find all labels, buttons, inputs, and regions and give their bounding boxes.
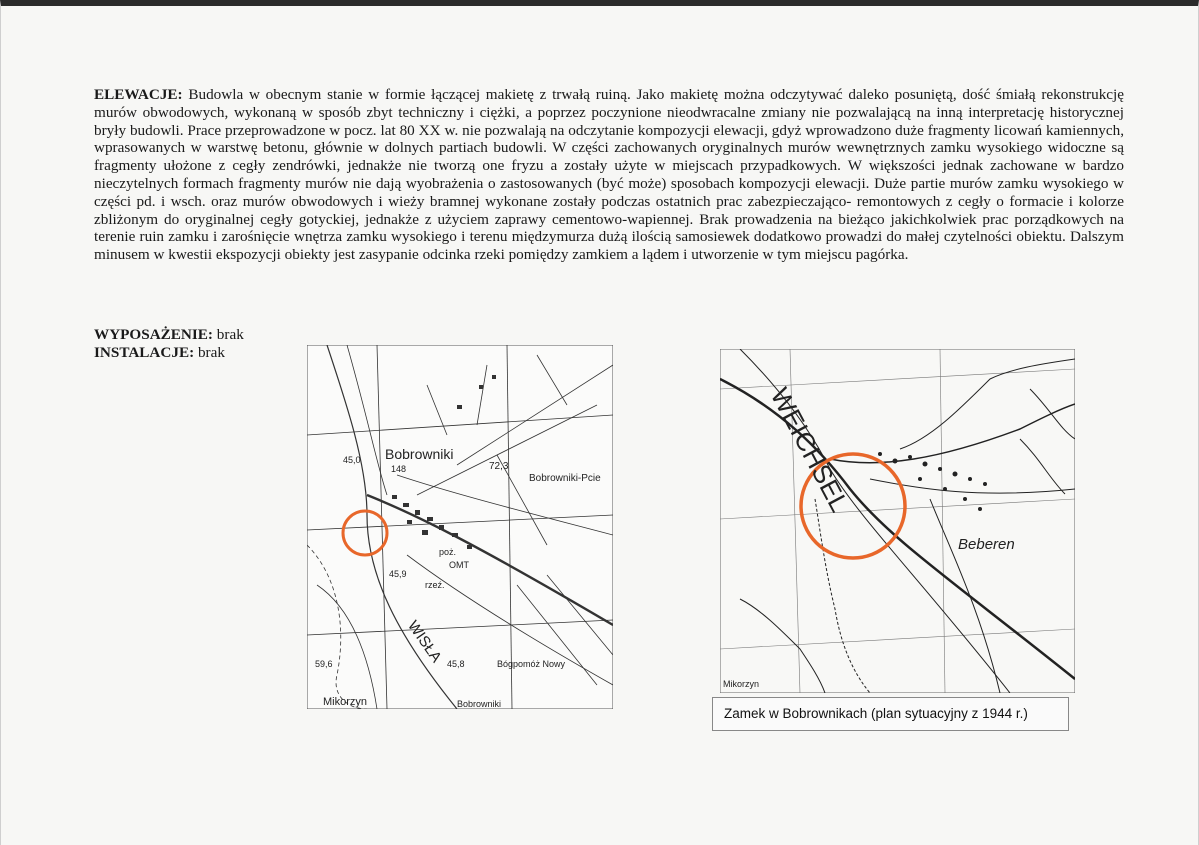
topographic-map-left [307,345,613,709]
map-label-bobrowniki-pcie: Bobrowniki-Pcie [529,473,601,484]
installations-line [94,344,244,362]
map-label-rzez: rzeź. [425,580,445,590]
map-label-bobrowniki: Bobrowniki [385,446,454,462]
map-label-wisla: WISŁA [404,617,445,666]
map-label-72-3: 72,3 [489,461,509,472]
historical-map-right [720,349,1075,693]
map-label-bogpomoz-nowy: Bógpomóż Nowy [497,659,566,669]
installations-value: brak [194,344,225,361]
installations-heading: INSTALACJE: [94,344,195,361]
map-label-bobrowniki-bottom: Bobrowniki [457,699,502,709]
equipment-line [94,326,244,344]
map-label-mikorzyn: Mikorzyn [323,696,368,708]
equipment-heading: WYPOSAŻENIE: [94,326,213,343]
elevation-heading: ELEWACJE: [94,86,183,103]
map-label-59-6: 59,6 [315,659,333,669]
elevation-paragraph [94,86,1124,264]
map-label-weichsel: WEICHSEL [764,382,856,517]
elevation-text: Budowla w obecnym stanie w formie łączącej makietę z trwałą ruiną. Jako makietę można odczytywać daleko posuniętą, dość śmiałą rekonstrukcję murów obwodowych, wykonaną w sposób zbyt techniczny i ciężki, a poprzez poczynione nieodwracalne zmiany nie pozwalającą na inną interpretację historycznej bryły budowli. Prace przeprowadzone w pocz. lat 80 XX w. nie pozwalają na odczytanie kompozycji elewacji, gdyż wprowadzono duże fragmenty licowań kamiennych, wprasowanych w warstwę betonu, głównie w dolnych partiach budowli. W części zachowanych oryginalnych murów wewnętrznych zamku wysokiego widoczne są fragmenty ułożone z cegły zendrówki, jednakże nie tworzą one fryzu a zostały użyte w miejscach przypadkowych. W większości jednak zachowane w bardzo nieczytelnych formach fragmenty murów nie dają wyobrażenia o zastosowanych (być może) sposobach kompozycji elewacji. Duże partie murów zamku wysokiego w części pd. i wsch. oraz murów obwodowych i wieży bramnej wykonane zostały podczas ostatnich prac zabezpieczająco- remontowych z cegły o formacie i kolorze zbliżonym do oryginalnej cegły gotyckiej, jednakże z użyciem zaprawy cementowo-wapiennej. Brak prowadzenia na bieżąco jakichkolwiek prac porządkowych na terenie ruin zamku i zarośnięcie wnętrza zamku wysokiego i terenu międzymurza dużą ilością samosiewek dodatkowo prowadzi do małej czytelności obiektu. Dalszym minusem w kwestii ekspozycji obiekty jest zasypanie odcinka rzeki pomiędzy zamkiem a lądem i utworzenie w tym miejscu pagórka. [94,86,1124,264]
map-label-45-9: 45,9 [389,569,407,579]
map-label-mikorzyn-right: Mikorzyn [723,679,760,689]
map-label-148: 148 [391,464,407,474]
map-label-45-8: 45,8 [447,659,465,669]
meta-block [94,326,244,362]
map-label-poz: poż. [439,547,457,557]
equipment-value: brak [213,326,244,343]
map-label-45-0: 45,0 [343,455,361,465]
map-label-beberen: Beberen [958,536,1015,553]
map-caption: Zamek w Bobrownikach (plan sytuacyjny z 1944 r.) [724,706,1028,721]
map-label-omt: OMT [449,560,469,570]
